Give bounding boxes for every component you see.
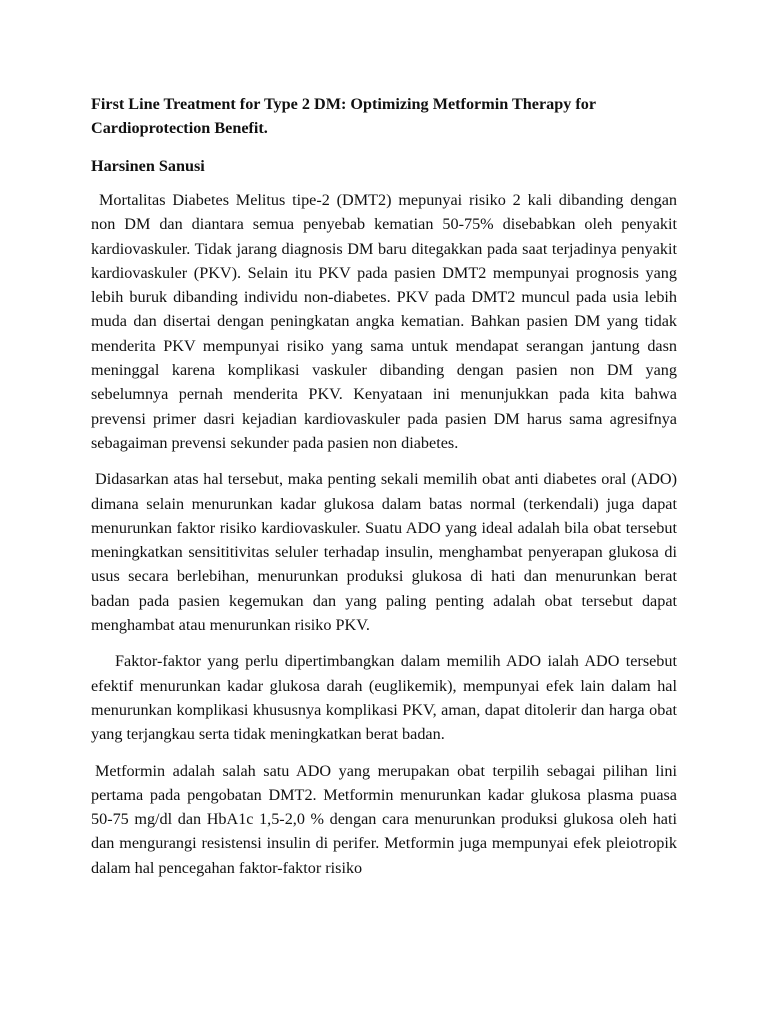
paragraph-1: Mortalitas Diabetes Melitus tipe-2 (DMT2) mepunyai risiko 2 kali dibanding dengan non DM dan diantara semua penyebab kematian 50-75% disebabkan oleh penyakit kardiovaskuler. Tidak jarang diagnosis DM baru ditegakkan pada saat terjadinya penyakit kardiovaskuler (PKV). Selain itu PKV pada pasien DMT2 mempunyai prognosis yang lebih buruk dibanding individu non-diabetes. PKV pada DMT2 muncul pada usia lebih muda dan disertai dengan peningkatan angka kematian. Bahkan pasien DM yang tidak menderita PKV mempunyai risiko yang sama untuk mendapat serangan jantung dasn meninggal karena komplikasi vaskuler dibanding dengan pasien non DM yang sebelumnya pernah menderita PKV. Kenyataan ini menunjukkan pada kita bahwa prevensi primer dasri kejadian kardiovaskuler pada pasien DM harus sama agresifnya sebagaiman prevensi sekunder pada pasien non diabetes. [91,191,677,452]
paragraph-2: Didasarkan atas hal tersebut, maka penting sekali memilih obat anti diabetes oral (ADO) dimana selain menurunkan kadar glukosa dalam batas normal (terkendali) juga dapat menurunkan faktor risiko kardiovaskuler. Suatu ADO yang ideal adalah bila obat tersebut meningkatkan sensititivitas seluler terhadap insulin, menghambat penyerapan glukosa di usus secara berlebihan, menurunkan produksi glukosa di hati dan menurunkan berat badan pada pasien kegemukan dan yang paling penting adalah obat tersebut dapat menghambat atau menurunkan risiko PKV. [91,470,677,635]
document-author: Harsinen Sanusi [91,157,205,175]
paragraph-4: Metformin adalah salah satu ADO yang merupakan obat terpilih sebagai pilihan lini pertama pada pengobatan DMT2. Metformin menurunkan kadar glukosa plasma puasa 50-75 mg/dl dan HbA1c 1,5-2,0 % dengan cara menurunkan produksi glukosa oleh hati dan mengurangi resistensi insulin di perifer. Metformin juga mempunyai efek pleiotropik dalam hal pencegahan faktor-faktor risiko [91,761,677,877]
document-title: First Line Treatment for Type 2 DM: Optimizing Metformin Therapy for Cardioprotection Benefit. [91,95,596,137]
paragraph-3: Faktor-faktor yang perlu dipertimbangkan dalam memilih ADO ialah ADO tersebut efektif menurunkan kadar glukosa darah (euglikemik), mempunyai efek lain dalam hal menurunkan komplikasi khususnya komplikasi PKV, aman, dapat ditolerir dan harga obat yang terjangkau serta tidak meningkatkan berat badan. [91,652,677,744]
document-page [91,92,677,892]
